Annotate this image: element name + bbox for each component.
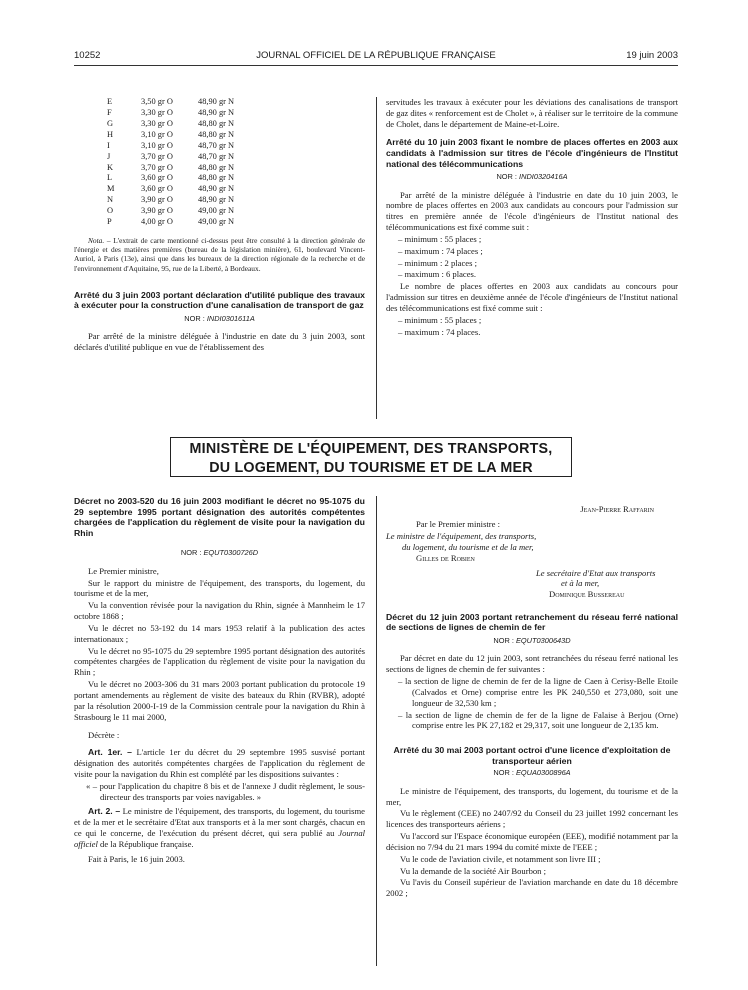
point-label: E [107, 97, 113, 106]
latitude: 48,90 gr N [198, 184, 235, 194]
arrete-30-mai-p3: Vu l'accord sur l'Espace économique européen (EEE), modifié notamment par la décision no 7/94 du 21 mars 1994 du comité mixte de l'EEE ; [386, 831, 678, 852]
nor-label: NOR : [493, 636, 514, 646]
section-item: – la section de ligne de chemin de fer de la ligne de Caen à Cerisy-Belle Etoile (Calvados et Orne) comprise entre les PK 240,550 et 273,080, soit une longueur de 32,530 km ; [398, 676, 678, 708]
coord-row [107, 97, 234, 108]
longitude: 4,00 gr O [141, 217, 173, 227]
ministry-banner [170, 437, 572, 477]
latitude: 48,70 gr N [198, 151, 235, 161]
decret-intro: Le Premier ministre, [88, 565, 159, 576]
latitude: 48,80 gr N [198, 173, 235, 183]
arrete-30-mai-p4: Vu le code de l'aviation civile, et notamment son livre III ; [400, 853, 601, 864]
arrete-3-juin-title: Arrêté du 3 juin 2003 portant déclaration d'utilité publique des travaux à exécuter pour la construction d'une canalisation de transport de gaz [74, 289, 365, 311]
nor-code: INDI0320416A [519, 172, 568, 182]
coord-row [107, 206, 234, 217]
arrete-3-juin-nor [74, 314, 365, 323]
nor-label: NOR : [496, 172, 517, 182]
signature-block [386, 504, 678, 600]
arrete-30-mai-p1: Le ministre de l'équipement, des transports, du logement, du tourisme et de la mer, [386, 785, 678, 807]
nor-label: NOR : [493, 768, 514, 778]
decrete: Décrète : [88, 730, 120, 741]
list1-item: – maximum : 74 places ; [398, 245, 483, 256]
banner-line-1: MINISTÈRE DE L'ÉQUIPEMENT, DES TRANSPORTS, [189, 441, 553, 457]
point-label: M [107, 184, 115, 194]
decret-visa: Vu le décret no 2003-306 du 31 mars 2003 portant publication du protocole 19 portant amendements au règlement de visite des bateaux du Rhin (RVBR), adopté par la résolution 2000-I-19 de la Commission centrale pour la navigation du Rhin à Strasbourg le 11 mai 2000, [74, 679, 365, 722]
pm-signature: Jean-Pierre Raffarin [580, 504, 654, 514]
arrete-3-juin-p1: Par arrêté de la ministre déléguée à l'industrie en date du 3 juin 2003, sont déclarés d'utilité publique en vue de l'établissement des [74, 331, 365, 353]
minister-name: Gilles de Robien [416, 552, 475, 563]
coord-row [107, 195, 234, 206]
latitude: 48,80 gr N [198, 129, 235, 139]
nota [74, 236, 365, 273]
latitude: 48,90 gr N [198, 97, 235, 106]
longitude: 3,30 gr O [141, 107, 173, 117]
article-2-text: Le ministre de l'équipement, des transports, du logement, du tourisme et de la mer et le secrétaire d'Etat aux transports et à la mer sont chargés, chacun en ce qui le concerne, de l'exécution du présent décret, qui sera publié au [74, 806, 365, 838]
secretary-title-1: Le secrétaire d'Etat aux transports [536, 567, 656, 578]
coord-row [107, 217, 234, 228]
point-label: F [107, 107, 112, 117]
longitude: 3,10 gr O [141, 140, 173, 150]
longitude: 3,90 gr O [141, 206, 173, 216]
nota-text: L'extrait de carte mentionné ci-dessus peut être consulté à la direction générale de l'énergie et des matières premières (bureau de la législation minière), 61, boulevard Vincent-Auriol, à Paris (13e), ainsi que dans les bureaux de la direction régionale de la recherche et de l'environnement d'Aquitaine, 95, rue de la Liberté, à Bordeaux. [74, 236, 365, 273]
coordinates-table [107, 97, 234, 228]
section-item: – la section de ligne de chemin de fer de la ligne de Falaise à Berjou (Orne) comprise entre les PK 27,182 et 29,317, soit une longueur de 2,135 km. [398, 709, 678, 731]
point-label: G [107, 118, 114, 128]
list2-item: – minimum : 55 places ; [398, 314, 482, 325]
decret-visa: Vu le décret no 95-1075 du 29 septembre 1995 portant désignation des autorités compétentes chargées de l'application du règlement de visite pour la navigation du Rhin ; [74, 645, 365, 678]
minister-title-2: du logement, du tourisme et de la mer, [402, 542, 534, 553]
longitude: 3,60 gr O [141, 173, 173, 183]
latitude: 48,90 gr N [198, 107, 235, 117]
decret-visa: Vu le décret no 53-192 du 14 mars 1953 relatif à la publication des actes internationaux ; [74, 622, 365, 644]
decret-12-juin-title: Décret du 12 juin 2003 portant retranchement du réseau ferré national de sections de lignes de chemin de fer [386, 611, 678, 633]
arrete-30-mai-p5: Vu la demande de la société Air Bourbon ; [400, 865, 547, 876]
arrete-30-mai-p2: Vu le règlement (CEE) no 2407/92 du Conseil du 23 juillet 1992 concernant les licences des transporteurs aériens ; [386, 808, 678, 830]
list1-item: – minimum : 55 places ; [398, 233, 482, 244]
par-premier-ministre: Par le Premier ministre : [416, 518, 501, 529]
decret-520-nor [74, 548, 365, 557]
minister-title-1: Le ministre de l'équipement, des transports, [386, 531, 537, 542]
page-header [74, 50, 678, 66]
decret-visa: Sur le rapport du ministre de l'équipement, des transports, du logement, du tourisme et de la mer, [74, 577, 365, 599]
latitude: 48,70 gr N [198, 140, 235, 150]
arrete-30-mai-p6: Vu l'avis du Conseil supérieur de l'aviation marchande en date du 18 décembre 2002 ; [386, 877, 678, 899]
arrete-10-juin-p2: Le nombre de places offertes en 2003 aux candidats au concours pour l'admission sur titres en deuxième année de l'école d'ingénieurs de l'Institut national des télécommunications est fixé comme suit : [386, 281, 678, 313]
latitude: 48,80 gr N [198, 118, 235, 128]
point-label: O [107, 206, 114, 216]
arrete-3-juin-p2: servitudes les travaux à exécuter pour les déviations des canalisations de transport de gaz dites « renforcement est de Cholet », à réaliser sur le territoire de la commune de Cholet, dans le département de Maine-et-Loire. [386, 97, 678, 129]
article-2 [74, 806, 365, 849]
point-label: I [107, 140, 110, 150]
latitude: 49,00 gr N [198, 206, 235, 216]
bottom-left-column [74, 496, 365, 865]
nor-label: NOR : [180, 548, 202, 558]
arrete-30-mai-nor [386, 768, 678, 777]
coord-row [107, 173, 234, 184]
coord-row [107, 130, 234, 141]
list1-item: – minimum : 2 places ; [398, 257, 478, 268]
point-label: J [107, 151, 111, 161]
longitude: 3,60 gr O [141, 184, 173, 194]
nor-label: NOR : [184, 313, 205, 323]
nor-code: EQUT0300643D [515, 636, 571, 646]
latitude: 48,90 gr N [198, 195, 235, 205]
latitude: 49,00 gr N [198, 217, 235, 227]
banner-line-2: DU LOGEMENT, DU TOURISME ET DE LA MER [209, 460, 533, 476]
arrete-30-mai-title: Arrêté du 30 mai 2003 portant octroi d'une licence d'exploitation de transporteur aérien [393, 745, 671, 766]
page-number: 10252 [74, 50, 101, 61]
article-1 [74, 747, 365, 779]
article-2-text-end: de la République française. [100, 838, 194, 849]
top-right-column [386, 97, 678, 338]
coord-row [107, 163, 234, 174]
secretary-name: Dominique Bussereau [549, 589, 625, 600]
column-divider-bottom [376, 496, 377, 966]
fait-a-paris: Fait à Paris, le 16 juin 2003. [88, 853, 185, 864]
coord-row [107, 141, 234, 152]
decret-520-title: Décret no 2003-520 du 16 juin 2003 modifiant le décret no 95-1075 du 29 septembre 1995 portant désignation des autorités compétentes chargées de l'application du règlement de visite pour la navigation du Rhin [74, 496, 365, 538]
article-1-quote: « – pour l'application du chapitre 8 bis et de l'annexe J dudit règlement, le sous-directeur des transports par voies navigables. » [86, 780, 365, 802]
top-left-column [74, 97, 365, 354]
nor-code: EQUT0300726D [203, 548, 259, 558]
decret-visa: Vu la convention révisée pour la navigation du Rhin, signée à Mannheim le 17 octobre 1868 ; [74, 600, 365, 622]
longitude: 3,70 gr O [141, 162, 173, 172]
decret-12-juin-p1: Par décret en date du 12 juin 2003, sont retranchées du réseau ferré national les sections de lignes de chemin de fer suivantes : [386, 653, 678, 675]
longitude: 3,50 gr O [141, 97, 173, 106]
article-1-text: L'article 1er du décret du 29 septembre 1995 susvisé portant désignation des autorités compétentes chargées de l'application du règlement de visite pour la navigation du Rhin est complété par les dispositions suivantes : [74, 747, 365, 779]
nota-label: Nota. – [88, 236, 111, 246]
journal-title: JOURNAL OFFICIEL DE LA RÉPUBLIQUE FRANÇAISE [256, 50, 496, 61]
point-label: N [107, 195, 114, 205]
article-1-label: Art. 1er. – [88, 747, 132, 758]
list1-item: – maximum : 6 places. [398, 269, 477, 280]
longitude: 3,30 gr O [141, 118, 173, 128]
article-2-label: Art. 2. – [88, 806, 121, 817]
longitude: 3,90 gr O [141, 195, 173, 205]
arrete-10-juin-p1: Par arrêté de la ministre déléguée à l'industrie en date du 10 juin 2003, le nombre de places offertes en 2003 aux candidats au concours pour l'admission sur titres en première année de l'école d'ingénieurs de l'Institut national des télécommunications est fixé comme suit : [386, 189, 678, 233]
coord-row [107, 184, 234, 195]
nor-code: EQUA0300896A [515, 768, 571, 778]
point-label: H [107, 129, 114, 139]
coord-row [107, 119, 234, 130]
latitude: 48,80 gr N [198, 162, 235, 172]
arrete-10-juin-nor [386, 172, 678, 181]
article-2-journal: Journal officiel [74, 827, 365, 849]
header-rule [74, 65, 678, 66]
point-label: L [107, 173, 113, 183]
issue-date: 19 juin 2003 [626, 50, 678, 61]
coord-row [107, 152, 234, 163]
point-label: P [107, 217, 112, 227]
arrete-10-juin-title: Arrêté du 10 juin 2003 fixant le nombre de places offertes en 2003 aux candidats à l'admission sur titres de l'école d'ingénieurs de l'Institut national des télécommunications [386, 137, 678, 169]
longitude: 3,10 gr O [141, 129, 173, 139]
bottom-right-column [386, 504, 678, 900]
secretary-title-2: et à la mer, [561, 578, 600, 589]
column-divider-top [376, 97, 377, 419]
point-label: K [107, 162, 114, 172]
list2-item: – maximum : 74 places. [398, 326, 481, 337]
decret-12-juin-nor [386, 636, 678, 645]
nor-code: INDI0301611A [206, 313, 255, 323]
longitude: 3,70 gr O [141, 151, 173, 161]
coord-row [107, 108, 234, 119]
